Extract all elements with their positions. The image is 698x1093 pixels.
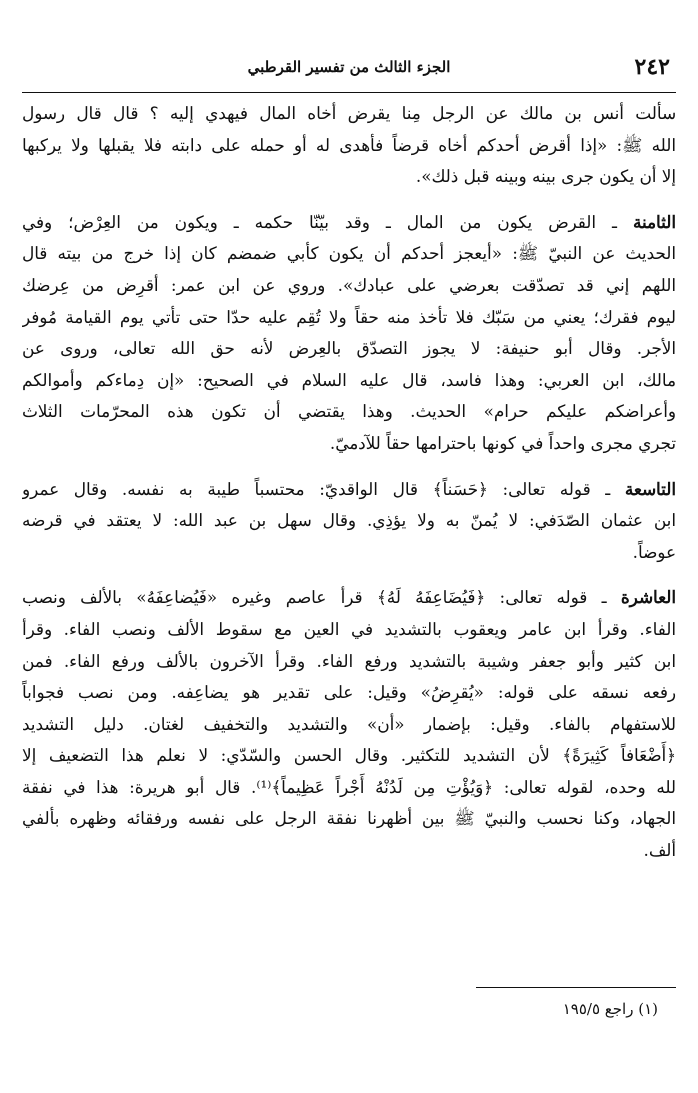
text-line: سألت أنس بن مالك عن الرجل مِنا يقرض أخاه المال فيهدي إليه ؟ قال قال رسول — [22, 103, 676, 123]
footnote: (١) راجع ١٩٥/٥ — [562, 1000, 658, 1018]
text-line — [22, 582, 676, 614]
page-header — [22, 52, 676, 93]
text-line: ﴿أَضْعَافاً كَثِيرَةً﴾ لأن التشديد للتكثير. وقال الحسن والسّدّي: لا نعلم هذا التضعيف إلا — [22, 745, 676, 766]
text-line: إلا أن يكون جرى بينه وبينه قبل ذلك». — [415, 166, 676, 187]
text-line: اللهم إني قد تصدّقت بعرضي على عبادك». وروي عن ابن عمر: أقرِض من عِرضك — [22, 274, 676, 295]
text-line: لله وحده، لقوله تعالى: ﴿وَيُؤْتِ مِن لَدُنْهُ أَجْراً عَظِيماً﴾⁽¹⁾. قال أبو هريرة: هذا في نفقة — [22, 776, 676, 797]
paragraph-lead: التاسعة — [624, 478, 676, 499]
text-line: للاستفهام بالفاء. وقيل: بإضمار «أن» والتشديد والتخفيف لغتان. دليل التشديد — [22, 713, 676, 734]
text-line — [22, 207, 676, 239]
page-number: ٢٤٢ — [634, 54, 670, 80]
text-line: ابن كثير وأبو جعفر وشيبة بالتشديد ورفع الفاء. وقرأ الآخرون بالألف ورفع الفاء. فمن — [22, 650, 676, 671]
paragraph-lead: العاشرة — [620, 587, 676, 608]
text-line: الجهاد، وكنا نحسب والنبيّ ﷺ بين أظهرنا نفقة الرجل على نفسه ورفقائه وظهره بألفي — [22, 808, 676, 829]
text-line: ابن عثمان الصّدَفي: لا يُمنّ به ولا يؤذِي. وقال سهل بن عبد الله: لا يعتقد في قرضه — [22, 510, 676, 531]
text-span: ـ قوله تعالى: ﴿حَسَناً﴾ قال الواقديّ: محتسباً طيبة به نفسه. وقال عمرو — [22, 478, 625, 499]
paragraph-9 — [22, 474, 676, 569]
paragraph-10 — [22, 582, 676, 866]
text-line: الحديث عن النبيّ ﷺ: «أيعجز أحدكم أن يكون كأبي ضمضم كان إذا خرج من بيته قال — [22, 243, 676, 264]
text-span: ـ القرض يكون من المال ـ وقد بيّنّا حكمه ـ ويكون من العِرْض؛ وفي — [22, 211, 633, 232]
paragraph-8 — [22, 207, 676, 460]
text-line: مالك، ابن العربي: وهذا فاسد، قال عليه السلام في الصحيح: «إن دِماءكم وأموالكم — [22, 369, 676, 390]
text-line: وأعراضكم عليكم حرام» الحديث. وهذا يقتضي أن تكون هذه المحرّمات الثلاث — [22, 401, 676, 422]
paragraph-1 — [22, 98, 676, 193]
running-title: الجزء الثالث من تفسير القرطبي — [247, 58, 451, 76]
text-line: تجري مجرى واحداً في كونها باحترامها حقاً للآدميّ. — [329, 432, 676, 453]
text-line: الفاء. وقرأ ابن عامر ويعقوب بالتشديد في العين مع سقوط الألف ونصب الفاء. وقرأ — [22, 618, 676, 639]
text-line: الأجر. وقال أبو حنيفة: لا يجوز التصدّق بالعِرض لأنه حق الله تعالى، وروى عن — [22, 338, 676, 359]
paragraph-lead: الثامنة — [632, 211, 676, 232]
text-line: ليوم فقرك؛ يعني من سَبّك فلا تأخذ منه حقاً ولا تُقِم عليه حدّا حتى تأتي يوم القيامة مُوفر — [22, 306, 676, 327]
text-span: ـ قوله تعالى: ﴿فَيُضَاعِفَهُ لَهُ﴾ قرأ عاصم وغيره «فَيُضاعِفَهُ» بالألف ونصب — [22, 587, 621, 608]
text-line — [22, 474, 676, 506]
text-line: ألف. — [643, 840, 676, 861]
footnote-divider — [476, 987, 676, 988]
text-line: عوضاً. — [632, 541, 676, 562]
text-line: رفعه نسقه على قوله: «يُقرِضُ» وقيل: على تقدير هو يضاعِفه. ومن نصب فجواباً — [22, 682, 676, 703]
text-line: الله ﷺ: «إذا أقرض أحدكم أخاه قرضاً فأهدى له أو حمله على دابته فلا يقبلها ولا يركبها — [22, 134, 676, 155]
body-text — [22, 98, 676, 881]
